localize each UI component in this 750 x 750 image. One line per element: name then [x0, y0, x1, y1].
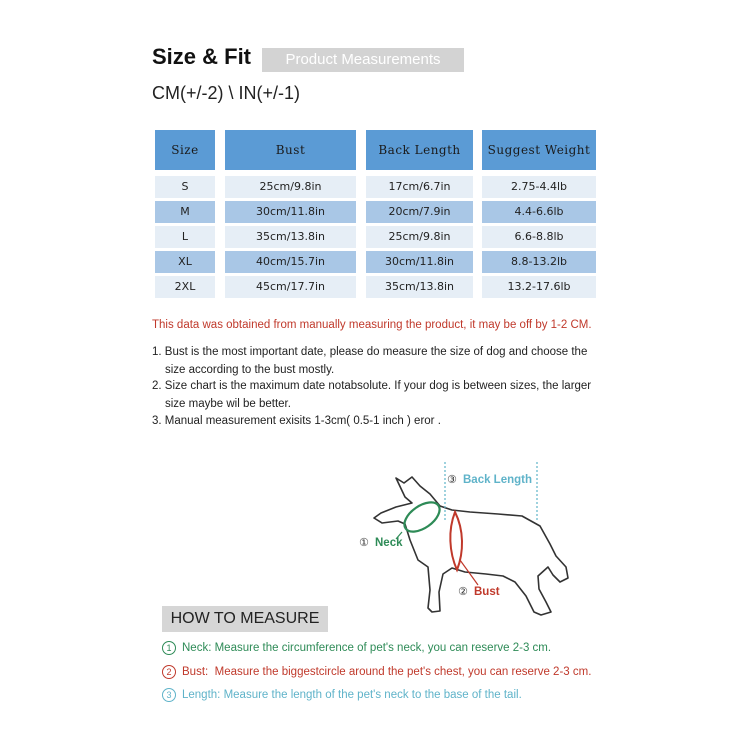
header-size: Size: [155, 130, 215, 170]
table-cell: 2.75-4.4lb: [482, 176, 596, 198]
table-cell: XL: [155, 251, 215, 273]
back-length-number: ③: [447, 473, 457, 486]
unit-tolerance-line: CM(+/-2) \ IN(+/-1): [152, 83, 301, 103]
step-number: 2: [162, 665, 176, 679]
table-cell: 25cm/9.8in: [225, 176, 356, 198]
bust-measure-ring: [450, 512, 478, 585]
table-cell: 35cm/13.8in: [225, 226, 356, 248]
table-cell: 17cm/6.7in: [366, 176, 473, 198]
header-suggest-weight: Suggest Weight: [482, 130, 596, 170]
step-label: Bust:: [182, 666, 209, 678]
dog-silhouette: [374, 477, 568, 615]
step-text: Measure the biggestcircle around the pet's chest, you can reserve 2-3 cm.: [208, 666, 592, 678]
table-cell: 30cm/11.8in: [225, 201, 356, 223]
table-cell: 45cm/17.7in: [225, 276, 356, 298]
note-line: 2. Size chart is the maximum date notabsolute. If your dog is between sizes, the larger: [152, 380, 592, 392]
how-to-step-length: [162, 688, 522, 702]
step-text: Measure the circumference of pet's neck, you can reserve 2-3 cm.: [211, 642, 552, 654]
how-to-measure-badge: HOW TO MEASURE: [162, 606, 328, 632]
table-cell: 30cm/11.8in: [366, 251, 473, 273]
disclaimer-text: This data was obtained from manually measuring the product, it may be off by 1-2 CM.: [152, 319, 592, 331]
neck-label: Neck: [375, 537, 403, 549]
table-cell: 8.8-13.2lb: [482, 251, 596, 273]
page-title: Size & Fit: [152, 44, 252, 69]
note-line: size according to the bust mostly.: [165, 364, 335, 376]
back-length-label: Back Length: [463, 474, 533, 486]
table-cell: 40cm/15.7in: [225, 251, 356, 273]
table-cell: 4.4-6.6lb: [482, 201, 596, 223]
how-to-step-neck: [162, 641, 551, 655]
step-label: Neck:: [182, 642, 212, 654]
step-text: Measure the length of the pet's neck to the base of the tail.: [220, 689, 522, 701]
step-number: 1: [162, 641, 176, 655]
table-cell: 20cm/7.9in: [366, 201, 473, 223]
header-bust: Bust: [225, 130, 356, 170]
note-line: 1. Bust is the most important date, please do measure the size of dog and choose the: [152, 346, 588, 358]
table-cell: L: [155, 226, 215, 248]
table-cell: 35cm/13.8in: [366, 276, 473, 298]
table-cell: 25cm/9.8in: [366, 226, 473, 248]
bust-label: Bust: [474, 586, 500, 598]
product-measurements-badge: Product Measurements: [262, 48, 464, 72]
table-cell: 6.6-8.8lb: [482, 226, 596, 248]
note-line: 3. Manual measurement exisits 1-3cm( 0.5-1 inch ) eror .: [152, 415, 441, 427]
table-cell: S: [155, 176, 215, 198]
note-line: size maybe wil be better.: [165, 398, 291, 410]
table-cell: M: [155, 201, 215, 223]
table-cell: 2XL: [155, 276, 215, 298]
bust-number: ②: [458, 585, 468, 598]
header-back-length: Back Length: [366, 130, 473, 170]
step-label: Length:: [182, 689, 221, 701]
table-cell: 13.2-17.6lb: [482, 276, 596, 298]
neck-number: ①: [359, 536, 369, 549]
how-to-step-bust: [162, 665, 591, 679]
step-number: 3: [162, 688, 176, 702]
